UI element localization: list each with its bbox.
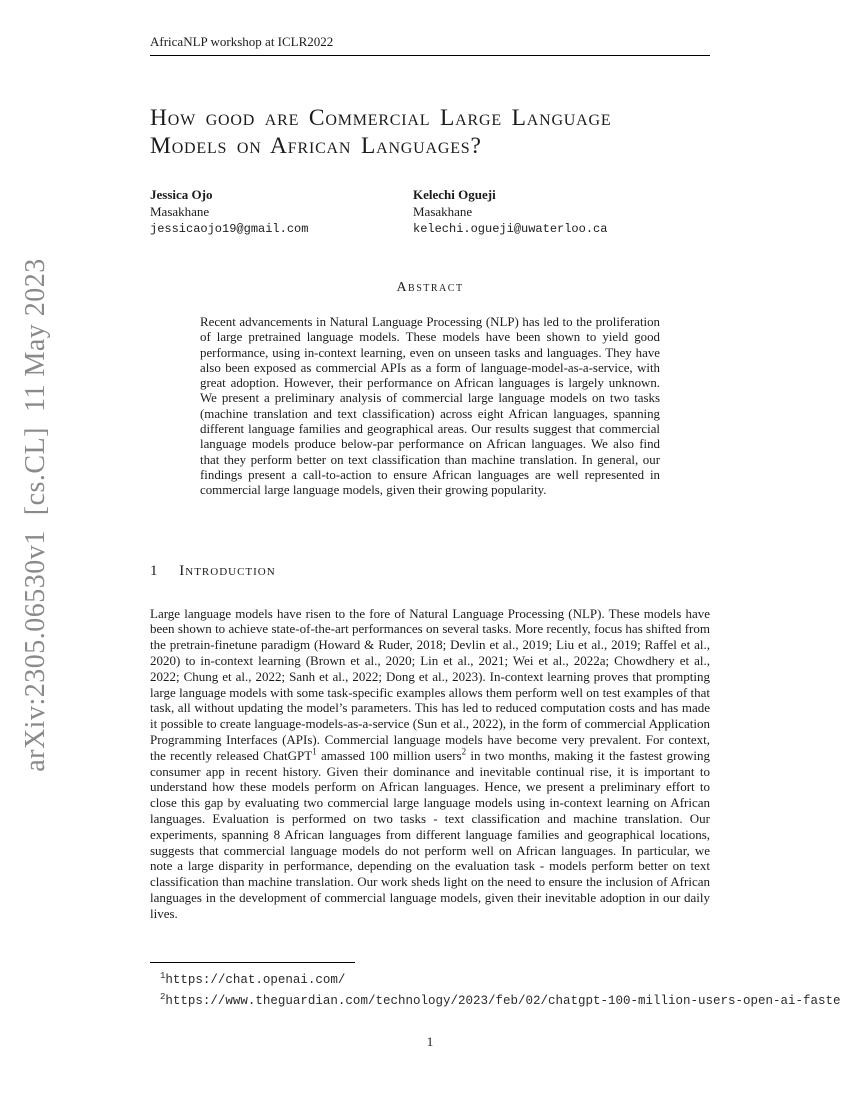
page-number: 1 [426, 1033, 434, 1049]
intro-paragraph [150, 606, 710, 922]
footnote-ref-2: 2 [461, 746, 467, 757]
author-block-1 [150, 186, 413, 238]
author-email: jessicaojo19@gmail.com [150, 222, 309, 236]
author-name: Jessica Ojo [150, 187, 213, 202]
footnote-marker: 1 [160, 970, 166, 981]
abstract-text: Recent advancements in Natural Language Processing (NLP) has led to the proliferation of large pretrained language models. These models have been shown to yield good performance, using in-context learning, even on unseen tasks and languages. They have also been exposed as commercial APIs as a form of language-model-as-a-service, with great adoption. However, their performance on African languages is largely unknown. We present a preliminary analysis of commercial large language models on two tasks (machine translation and text classification) across eight African languages, spanning different language families and geographical areas. Our results suggest that commercial language models produce below-par performance on African languages. We also find that they perform better on text classification than machine translation. In general, our findings present a call-to-action to ensure African languages are well represented in commercial large language models, given their growing popularity. [200, 315, 660, 498]
paper-content [150, 0, 841, 1050]
footnote-item-1 [150, 968, 710, 989]
footnote-ref-1: 1 [312, 746, 317, 757]
footnotes [150, 968, 841, 1010]
paper-title [150, 104, 710, 160]
footnote-item-2 [150, 989, 841, 1010]
section-1-heading [150, 563, 710, 580]
author-affiliation: Masakhane [150, 204, 210, 219]
abstract-heading: Abstract [396, 280, 464, 295]
arxiv-watermark: arXiv:2305.06530v1 [cs.CL] 11 May 2023 [20, 258, 51, 772]
section-title: Introduction [179, 562, 276, 579]
footnote-marker: 2 [160, 991, 166, 1002]
intro-text-1: Large language models have risen to the fore of Natural Language Processing (NLP). These models have been shown to achieve state-of-the-art performances on several tasks. More recently, focus has shifted from the pretrain-finetune paradigm (Howard & Ruder, 2018; Devlin et al., 2019; Liu et al., 2019; Raffel et al., 2020) to in-context learning (Brown et al., 2020; Lin et al., 2021; Wei et al., 2022a; Chowdhery et al., 2022; Chung et al., 2022; Sanh et al., 2022; Dong et al., 2023). In-context learning proves that prompting large language models with some task-specific examples allows them perform well on test examples of that task, all without updating the model’s parameters. This has led to reduced computation costs and has made it possible to create language-models-as-a-service (Sun et al., 2022), in the form of commercial Application Programming Interfaces (APIs). Commercial language models have become very prevalent. For context, the recently released ChatGPT [150, 605, 710, 763]
footnote-url-chat-openai[interactable]: https://chat.openai.com/ [165, 972, 346, 987]
title-line-1: How good are Commercial Large Language [150, 105, 612, 131]
author-affiliation: Masakhane [413, 204, 473, 219]
footnote-rule [150, 962, 355, 963]
header-rule [150, 55, 710, 56]
author-name: Kelechi Ogueji [413, 187, 496, 202]
footnote-url-guardian[interactable]: https://www.theguardian.com/technology/2023/feb/02/chatgpt-100-million-users-open-ai-faste [165, 993, 841, 1008]
running-head: AfricaNLP workshop at ICLR2022 [150, 34, 334, 49]
intro-text-3: in two months, making it the fastest growing consumer app in recent history. Given their dominance and inevitable continual rise, it is important to understand how these models perform on African languages. Hence, we present a preliminary effort to close this gap by evaluating two commercial large language models using in-context learning on African languages. Evaluation is performed on two tasks - text classification and machine translation. Our experiments, spanning 8 African languages from different language families and geographical locations, suggests that commercial language models do not perform well on African languages. In particular, we note a large disparity in performance, depending on the evaluation task - models perform better on text classification than machine translation. Our work sheds light on the need to ensure the inclusion of African languages in the development of commercial language models, given their inevitable adoption in our daily lives. [150, 747, 710, 921]
section-number: 1 [150, 562, 158, 579]
intro-text-2: amassed 100 million users [316, 747, 462, 763]
author-email: kelechi.ogueji@uwaterloo.ca [413, 222, 608, 236]
author-block-2 [413, 186, 676, 238]
title-line-2: Models on African Languages? [150, 133, 482, 159]
authors-row [150, 186, 710, 238]
